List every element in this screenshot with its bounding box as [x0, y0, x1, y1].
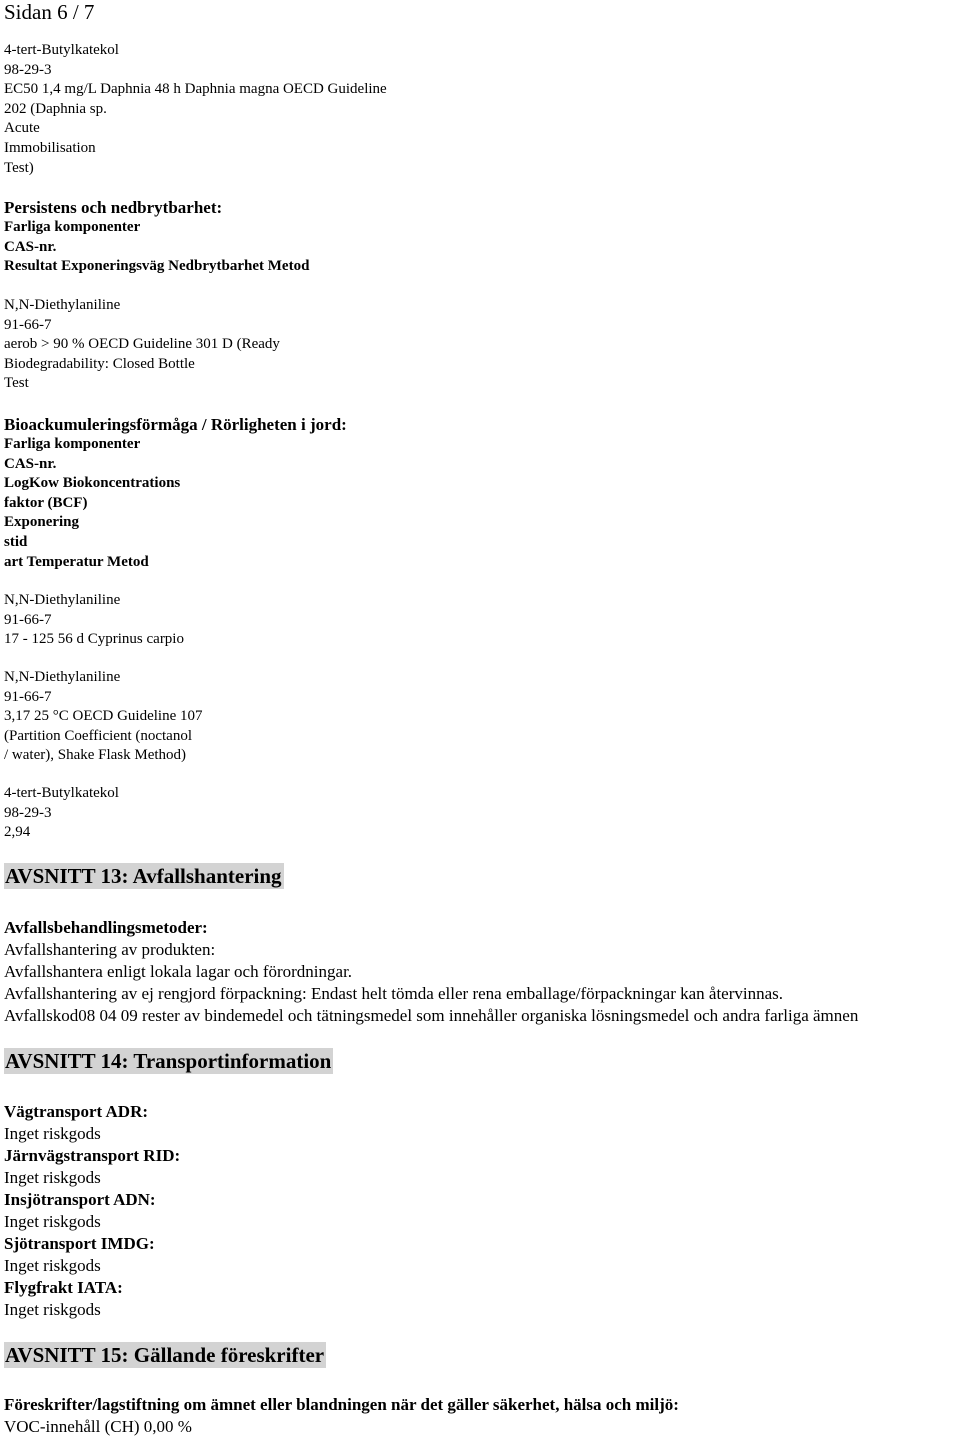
transport-value: Inget riskgods: [4, 1124, 101, 1143]
transport-value: Inget riskgods: [4, 1212, 101, 1231]
table-header: Farliga komponenter: [4, 219, 141, 235]
result-line: 17 - 125 56 d Cyprinus carpio: [4, 631, 184, 648]
ecotox-entry: [4, 41, 387, 178]
bioack-entry: [4, 668, 203, 766]
table-header: CAS-nr.: [4, 455, 57, 472]
section-15-title: AVSNITT 15: Gällande föreskrifter: [5, 1343, 325, 1367]
transport-value: Inget riskgods: [4, 1300, 101, 1319]
table-header: LogKow Biokoncentrations: [4, 475, 181, 492]
substance-name: N,N-Diethylaniline: [4, 297, 121, 313]
cas-number: 98-29-3: [4, 61, 52, 78]
table-header: Resultat Exponeringsväg Nedbrytbarhet Metod: [4, 258, 310, 275]
result-line: 3,17 25 °C OECD Guideline 107: [4, 708, 203, 725]
result-line: Acute: [4, 120, 40, 137]
table-header: art Temperatur Metod: [4, 553, 149, 570]
substance-name: 4-tert-Butylkatekol: [4, 42, 119, 58]
bioack-title: Bioackumuleringsförmåga / Rörligheten i jord:: [4, 415, 347, 434]
substance-name: N,N-Diethylaniline: [4, 592, 121, 608]
text-line: Avfallshantering av ej rengjord förpackning: Endast helt tömda eller rena emballage/förpackningar kan återvinnas.: [4, 984, 784, 1003]
substance-name: 4-tert-Butylkatekol: [4, 785, 119, 801]
table-header: Exponering: [4, 514, 80, 531]
cas-number: 91-66-7: [4, 611, 52, 628]
result-line: 202 (Daphnia sp.: [4, 100, 107, 117]
transport-value: Inget riskgods: [4, 1168, 101, 1187]
cas-number: 98-29-3: [4, 804, 52, 821]
table-header: faktor (BCF): [4, 494, 88, 511]
cas-number: 91-66-7: [4, 316, 52, 333]
transport-value: Inget riskgods: [4, 1256, 101, 1275]
section-15-body: [4, 1394, 679, 1438]
result-line: EC50 1,4 mg/L Daphnia 48 h Daphnia magna OECD Guideline: [4, 81, 387, 98]
text-line: Avfallshantera enligt lokala lagar och förordningar.: [4, 962, 353, 981]
section-13-title: AVSNITT 13: Avfallshantering: [5, 864, 282, 888]
table-header: stid: [4, 533, 28, 550]
section-subtitle: Föreskrifter/lagstiftning om ämnet eller blandningen när det gäller säkerhet, hälsa och miljö:: [4, 1395, 679, 1414]
section-14-title: AVSNITT 14: Transportinformation: [5, 1049, 332, 1073]
result-line: / water), Shake Flask Method): [4, 747, 187, 764]
text-line: VOC-innehåll (CH) 0,00 %: [4, 1417, 192, 1436]
result-line: (Partition Coefficient (noctanol: [4, 727, 193, 744]
result-line: Biodegradability: Closed Bottle: [4, 355, 195, 372]
section-subtitle: Avfallsbehandlingsmetoder:: [4, 918, 208, 937]
page-number: Sidan 6 / 7: [4, 0, 95, 24]
text-line: Avfallskod08 04 09 rester av bindemedel och tätningsmedel som innehåller organiska lösningsmedel och andra farliga ämnen: [4, 1006, 859, 1025]
result-line: 2,94: [4, 824, 31, 841]
result-line: Test): [4, 159, 34, 176]
table-header: Farliga komponenter: [4, 436, 141, 452]
cas-number: 91-66-7: [4, 688, 52, 705]
bioack-section: [4, 415, 347, 572]
substance-name: N,N-Diethylaniline: [4, 669, 121, 685]
persistens-section: [4, 198, 309, 277]
transport-label: Vägtransport ADR:: [4, 1102, 149, 1121]
section-13-body: [4, 917, 858, 1027]
transport-label: Flygfrakt IATA:: [4, 1278, 123, 1297]
table-header: CAS-nr.: [4, 238, 57, 255]
bioack-entry: [4, 784, 119, 843]
persistens-entry: [4, 296, 280, 394]
transport-label: Insjötransport ADN:: [4, 1190, 156, 1209]
result-line: aerob > 90 % OECD Guideline 301 D (Ready: [4, 336, 280, 353]
transport-label: Sjötransport IMDG:: [4, 1234, 155, 1253]
result-line: Test: [4, 375, 29, 392]
transport-label: Järnvägstransport RID:: [4, 1146, 181, 1165]
bioack-entry: [4, 591, 184, 650]
persistens-title: Persistens och nedbrytbarhet:: [4, 198, 223, 217]
text-line: Avfallshantering av produkten:: [4, 940, 216, 959]
section-14-body: [4, 1101, 180, 1321]
result-line: Immobilisation: [4, 139, 96, 156]
